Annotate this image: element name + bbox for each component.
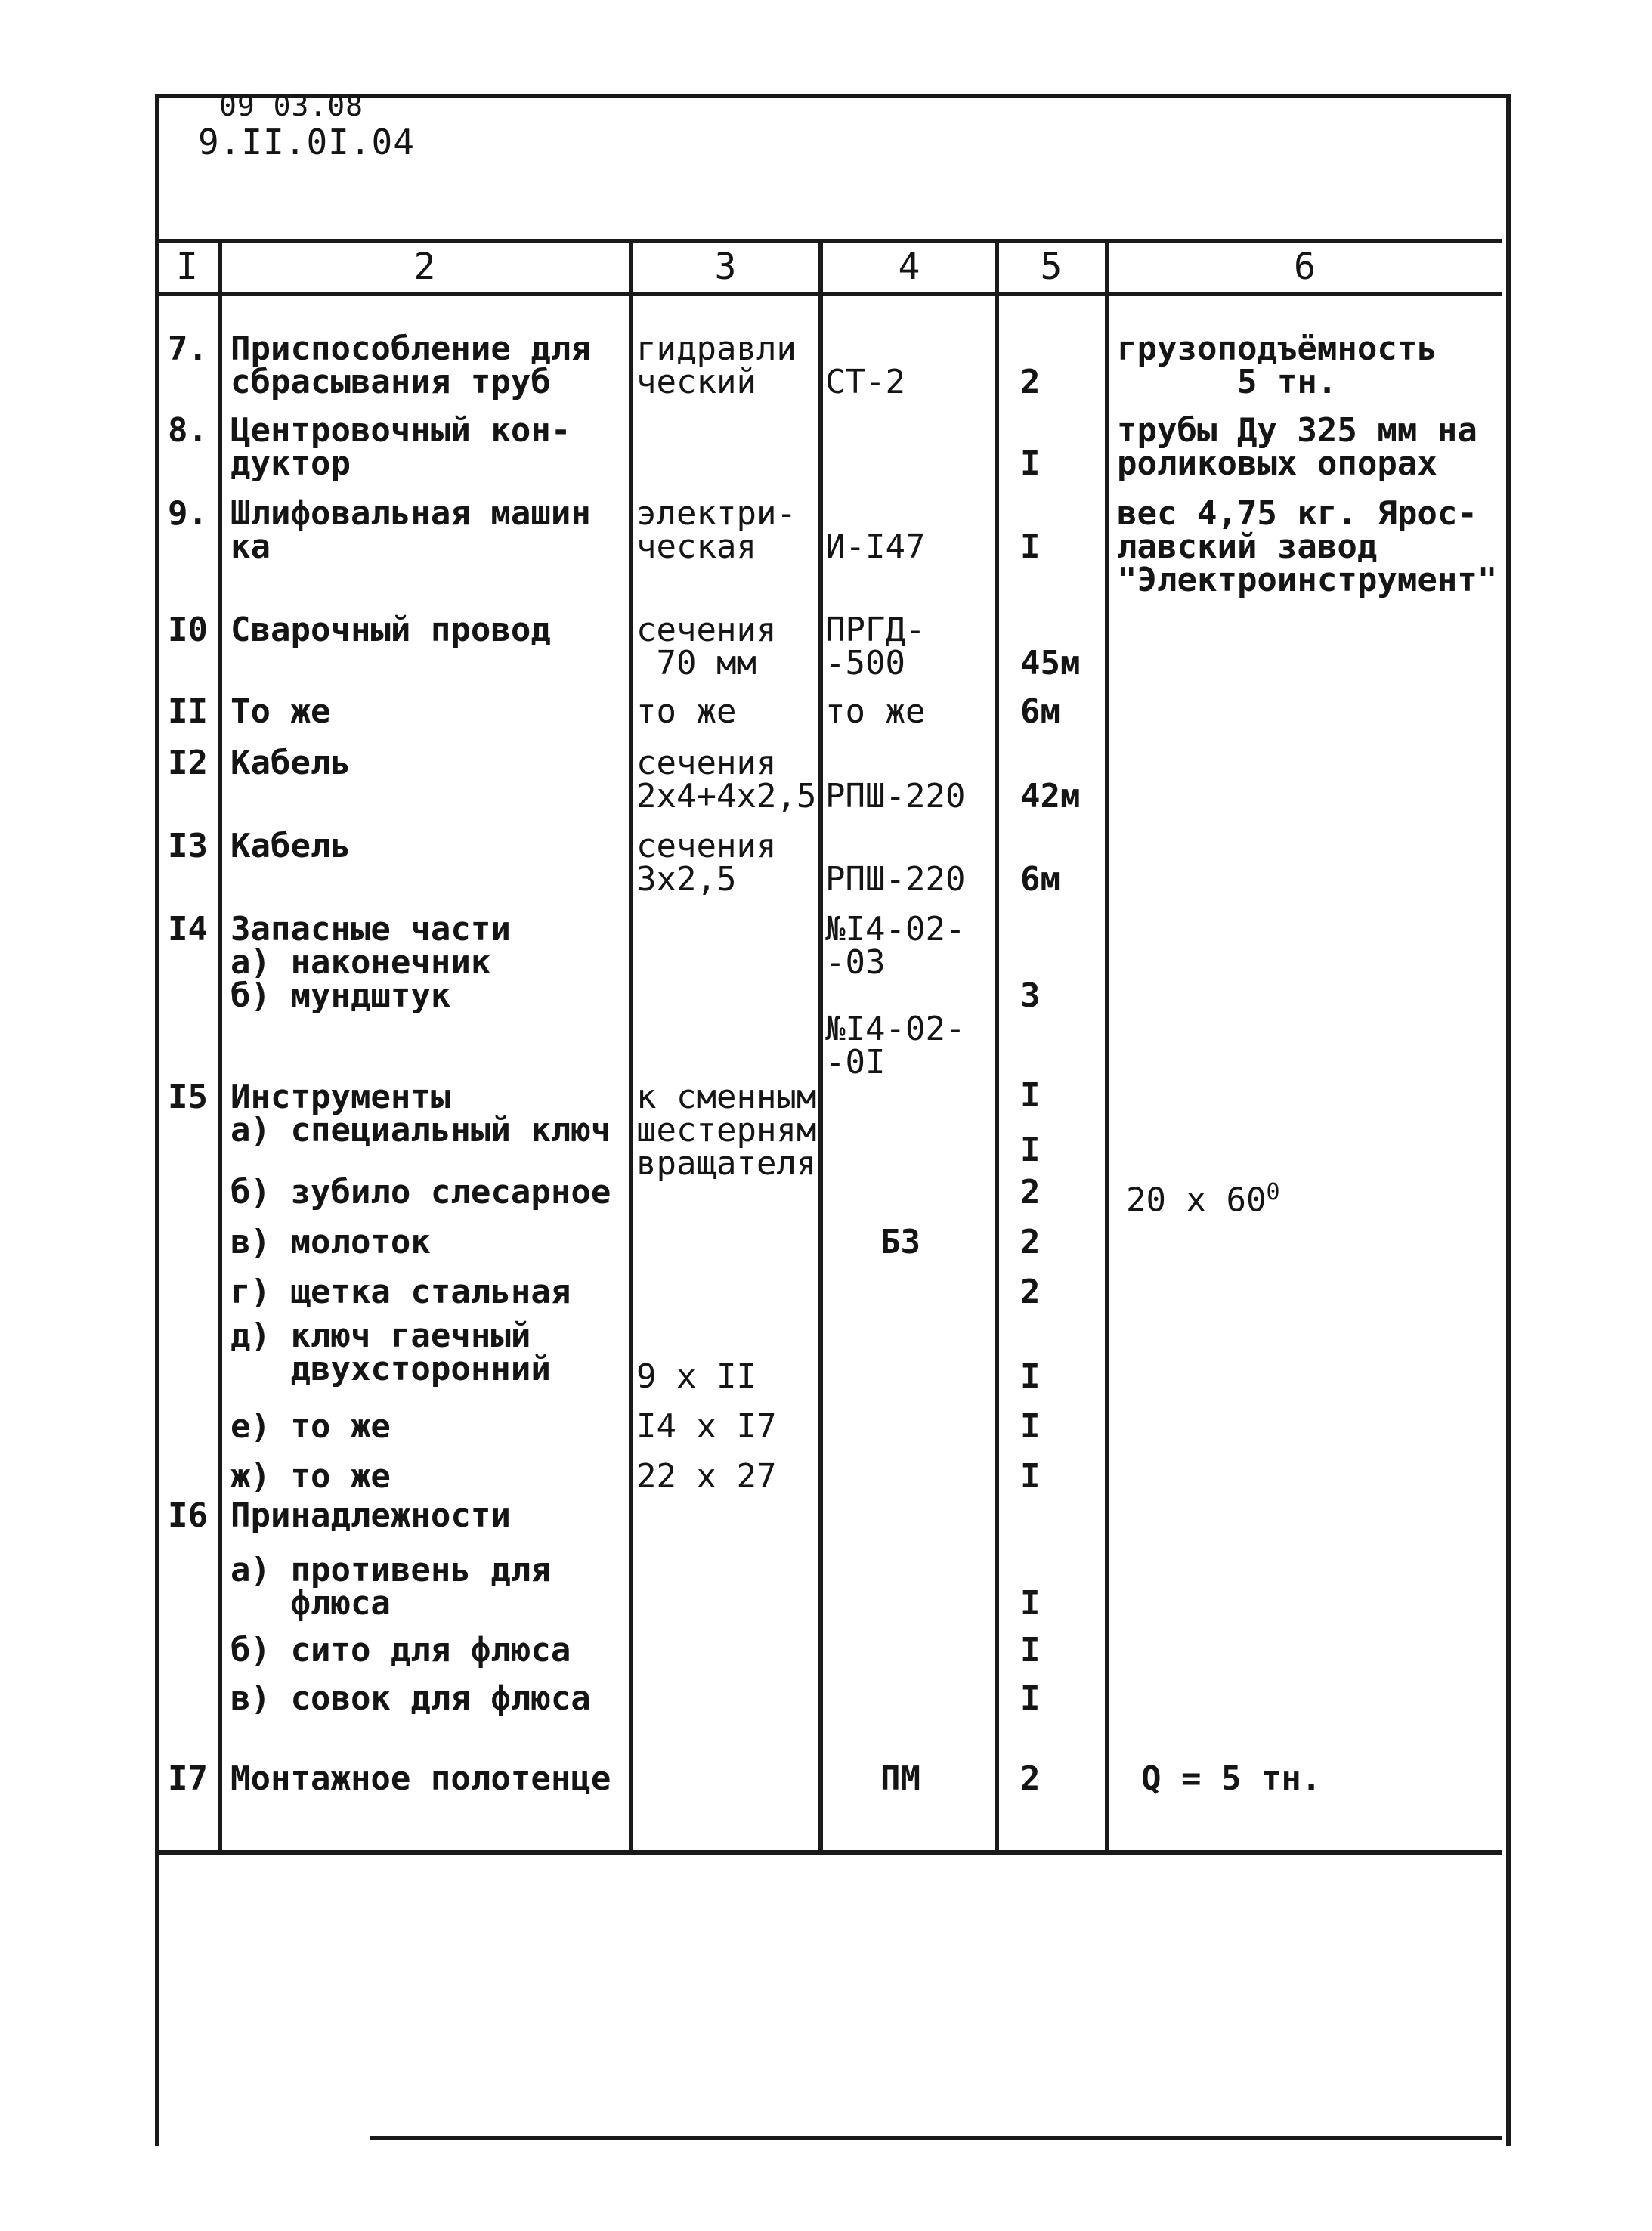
row16-qty-b: I xyxy=(1020,1631,1041,1669)
sub-row-type: I4 х I7 xyxy=(636,1407,777,1446)
row17-mark: ПМ xyxy=(880,1759,920,1798)
row-type: сечения xyxy=(636,611,777,649)
row-name: б) мундштук xyxy=(230,976,451,1015)
row-mark: РПШ-220 xyxy=(825,777,966,815)
sub-row-qty: 2 xyxy=(1020,1173,1041,1211)
header-bottom-line xyxy=(155,292,1502,296)
row-name: а) наконечник xyxy=(230,943,491,982)
row-qty: I xyxy=(1020,1076,1041,1115)
row-name: Кабель xyxy=(230,744,351,782)
row-type: сечения xyxy=(636,827,777,865)
row-type: гидравли xyxy=(636,330,797,368)
row-number: 9. xyxy=(168,494,208,533)
row-number: I3 xyxy=(168,827,208,865)
sub-row-type: 22 х 27 xyxy=(636,1457,777,1496)
header-col-5: 5 xyxy=(1040,246,1063,288)
row-d-qty: I xyxy=(1020,1357,1041,1396)
row-d-type: 9 х II xyxy=(636,1357,756,1396)
row17-qty: 2 xyxy=(1020,1759,1041,1798)
row-type: к сменным xyxy=(636,1078,817,1116)
row-mark: -0I xyxy=(825,1043,886,1081)
row-note: трубы Ду 325 мм на xyxy=(1117,411,1477,450)
row17-name: Монтажное полотенце xyxy=(230,1759,611,1798)
row-qty: 45м xyxy=(1020,644,1081,682)
row-type: ческий xyxy=(636,363,756,401)
col-line-2 xyxy=(629,239,633,1853)
sub-row-name: в) молоток xyxy=(230,1223,431,1261)
row16-qty-c: I xyxy=(1020,1679,1041,1718)
row-note: вес 4,75 кг. Ярос- xyxy=(1117,494,1477,533)
row16-item-b: б) сито для флюса xyxy=(230,1631,571,1669)
row-qty: I xyxy=(1020,444,1041,483)
row-name: Инструменты xyxy=(230,1078,451,1116)
row-number: I5 xyxy=(168,1078,208,1116)
row-note: грузоподъёмность xyxy=(1117,330,1437,368)
row-d-name-1: д) ключ гаечный xyxy=(230,1317,531,1355)
header-col-1: I xyxy=(176,246,198,288)
row-qty: 3 xyxy=(1020,976,1041,1015)
row-qty: 2 xyxy=(1020,363,1041,401)
sub-row-name: ж) то же xyxy=(230,1457,391,1496)
row16-number: I6 xyxy=(168,1496,208,1535)
row-mark: -03 xyxy=(825,943,886,982)
row-note: роликовых опорах xyxy=(1117,444,1437,483)
row-mark: РПШ-220 xyxy=(825,860,966,899)
row16-item-a2: флюса xyxy=(230,1584,391,1623)
row-name: Запасные части xyxy=(230,910,511,948)
row-note: 5 тн. xyxy=(1117,363,1338,401)
row-mark: ПРГД- xyxy=(825,611,926,649)
row-type: 2х4+4х2,5 xyxy=(636,777,817,815)
row-number: 8. xyxy=(168,411,208,450)
row-type: то же xyxy=(636,692,737,731)
doc-code: 9.II.0I.04 xyxy=(198,122,415,162)
col-line-3 xyxy=(818,239,823,1853)
row17-note: Q = 5 тн. xyxy=(1141,1759,1322,1798)
row-note: "Электроинструмент" xyxy=(1117,561,1498,599)
row-qty: 42м xyxy=(1020,777,1081,815)
row16-name: Принадлежности xyxy=(230,1496,511,1535)
header-col-6: 6 xyxy=(1294,246,1316,288)
row-name: Центровочный кон- xyxy=(230,411,571,450)
sub-row-note: 20 х $60^0$ xyxy=(1126,1179,1280,1220)
table-bottom-line xyxy=(155,1850,1502,1855)
col-line-5 xyxy=(1105,239,1109,1853)
header-col-2: 2 xyxy=(413,246,436,288)
row-name: То же xyxy=(230,692,331,731)
row-number: I4 xyxy=(168,910,208,948)
row-note: лавский завод xyxy=(1117,528,1378,566)
header-col-4: 4 xyxy=(898,246,920,288)
row-qty: 6м xyxy=(1020,692,1060,731)
row-name: сбрасывания труб xyxy=(230,363,551,401)
row-d-name-2: двухсторонний xyxy=(230,1350,551,1388)
sub-row-qty: 2 xyxy=(1020,1223,1041,1261)
row-type: ческая xyxy=(636,528,756,566)
row-number: I0 xyxy=(168,611,208,649)
row-number: II xyxy=(168,692,208,731)
row-qty: 6м xyxy=(1020,860,1060,899)
row-mark: то же xyxy=(825,692,926,731)
row-name: Шлифовальная машин xyxy=(230,494,591,533)
col-line-1 xyxy=(218,239,222,1853)
row-number: 7. xyxy=(168,330,208,368)
row17-number: I7 xyxy=(168,1759,208,1798)
sub-row-name: е) то же xyxy=(230,1407,391,1446)
row-mark: СТ-2 xyxy=(825,363,905,401)
sub-row-qty: I xyxy=(1020,1457,1041,1496)
row-name: Кабель xyxy=(230,827,351,865)
row-type: электри- xyxy=(636,494,797,533)
row-name: дуктор xyxy=(230,444,351,483)
row16-item-c: в) совок для флюса xyxy=(230,1679,591,1718)
row-type: вращателя xyxy=(636,1144,817,1183)
header-col-3: 3 xyxy=(714,246,737,288)
col-line-4 xyxy=(995,239,999,1853)
sub-row-name: б) зубило слесарное xyxy=(230,1173,611,1211)
row16-item-a1: а) противень для xyxy=(230,1551,551,1589)
row-name: Сварочный провод xyxy=(230,611,551,649)
row-mark: №I4-02- xyxy=(825,1010,966,1048)
row-type: 70 мм xyxy=(636,644,756,682)
row-name: Приспособление для xyxy=(230,330,591,368)
row-type: шестерням xyxy=(636,1111,817,1150)
sub-row-qty: 2 xyxy=(1020,1273,1041,1311)
row-mark: №I4-02- xyxy=(825,910,966,948)
row-name: ка xyxy=(230,528,271,566)
sub-row-name: г) щетка стальная xyxy=(230,1273,571,1311)
row-type: 3х2,5 xyxy=(636,860,737,899)
i15-a-qty: I xyxy=(1020,1131,1041,1169)
footer-line xyxy=(370,2136,1502,2140)
row-mark: И-I47 xyxy=(825,528,926,566)
sub-row-mark: Б3 xyxy=(880,1223,920,1261)
degree-superscript: 0 xyxy=(1266,1179,1280,1205)
row-mark: -500 xyxy=(825,644,905,682)
row16-qty-a: I xyxy=(1020,1584,1041,1623)
row-type: сечения xyxy=(636,744,777,782)
row-name: а) специальный ключ xyxy=(230,1111,611,1150)
doc-code-top: 09 03.08 xyxy=(219,89,364,122)
row-number: I2 xyxy=(168,744,208,782)
sub-row-qty: I xyxy=(1020,1407,1041,1446)
row-qty: I xyxy=(1020,528,1041,566)
